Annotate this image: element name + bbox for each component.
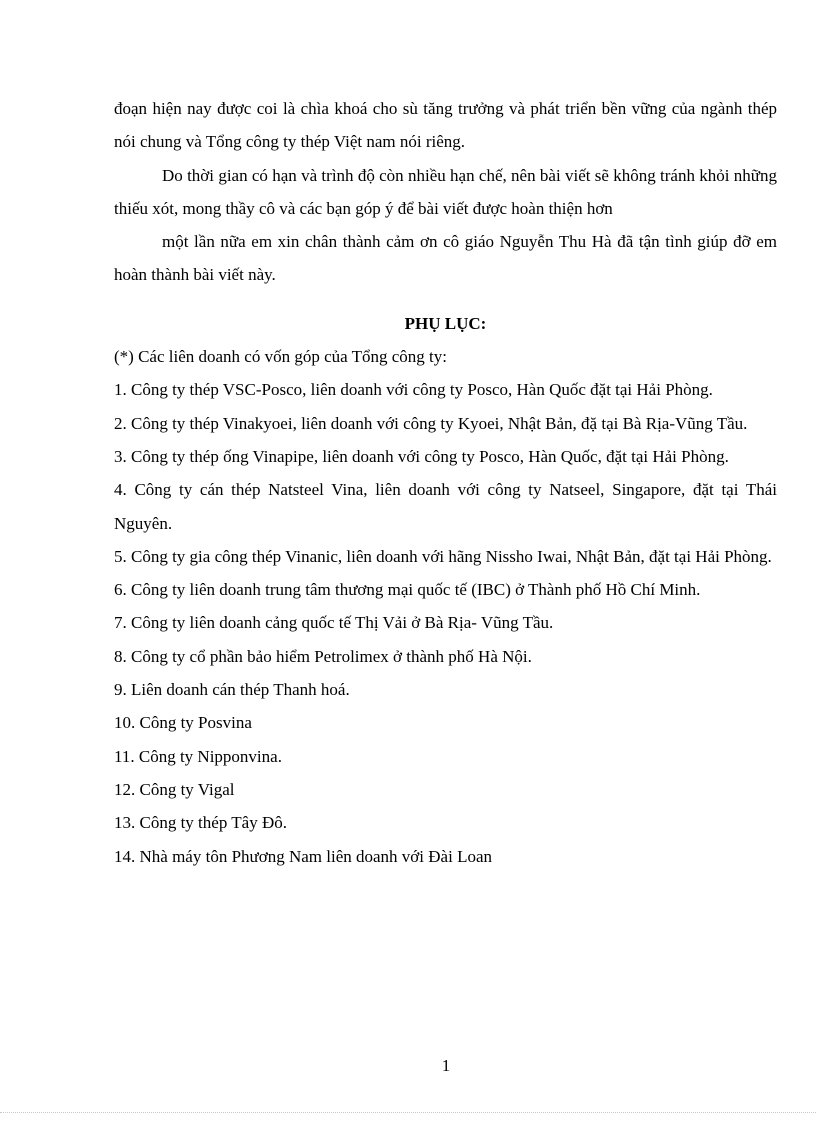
list-item: 9. Liên doanh cán thép Thanh hoá.: [114, 680, 350, 700]
page-number: 1: [441, 1056, 451, 1075]
paragraph-thanks: một lần nữa em xin chân thành cảm ơn cô giáo Nguyễn Thu Hà đã tận tình giúp đỡ em hoàn thành bài viết này.: [114, 232, 777, 285]
list-item: 12. Công ty Vigal: [114, 779, 235, 799]
list-item: 6. Công ty liên doanh trung tâm thương mại quốc tế (IBC) ở Thành phố Hồ Chí Minh.: [114, 580, 701, 600]
list-item: 7. Công ty liên doanh cảng quốc tế Thị Vải ở Bà Rịa- Vũng Tầu.: [114, 613, 554, 633]
document-body: [114, 92, 777, 873]
list-item: 10. Công ty Posvina: [114, 713, 252, 733]
appendix-title: PHỤ LỤC:: [404, 313, 487, 333]
list-item: 11. Công ty Nipponvina.: [114, 746, 282, 766]
list-item: 2. Công ty thép Vinakyoei, liên doanh với công ty Kyoei, Nhật Bản, đặ tại Bà Rịa-Vũng Tầu.: [114, 413, 748, 433]
appendix-intro: (*) Các liên doanh có vốn góp của Tổng công ty:: [114, 347, 447, 367]
list-item: 5. Công ty gia công thép Vinanic, liên doanh với hãng Nissho Iwai, Nhật Bản, đặt tại Hải Phòng.: [114, 546, 772, 566]
list-item: 3. Công ty thép ống Vinapipe, liên doanh với công ty Posco, Hàn Quốc, đặt tại Hải Phòng.: [114, 446, 729, 466]
list-item: 8. Công ty cổ phần bảo hiểm Petrolimex ở thành phố Hà Nội.: [114, 646, 532, 666]
paragraph-limitations: Do thời gian có hạn và trình độ còn nhiều hạn chế, nên bài viết sẽ không tránh khỏi những thiếu xót, mong thầy cô và các bạn góp ý để bài viết được hoàn thiện hơn: [114, 165, 777, 218]
page-break-divider: [0, 1112, 816, 1113]
list-item: 14. Nhà máy tôn Phương Nam liên doanh với Đài Loan: [114, 846, 492, 866]
paragraph-continuation: đoạn hiện nay được coi là chìa khoá cho sù tăng trưởng và phát triển bền vững của ngành thép nói chung và Tổng công ty thép Việt nam nói riêng.: [114, 99, 777, 152]
list-item: 1. Công ty thép VSC-Posco, liên doanh với công ty Posco, Hàn Quốc đặt tại Hải Phòng.: [114, 380, 713, 400]
list-item: 13. Công ty thép Tây Đô.: [114, 813, 287, 833]
list-item: 4. Công ty cán thép Natsteel Vina, liên doanh với công ty Natseel, Singapore, đặt tại Thái Nguyên.: [114, 480, 777, 533]
